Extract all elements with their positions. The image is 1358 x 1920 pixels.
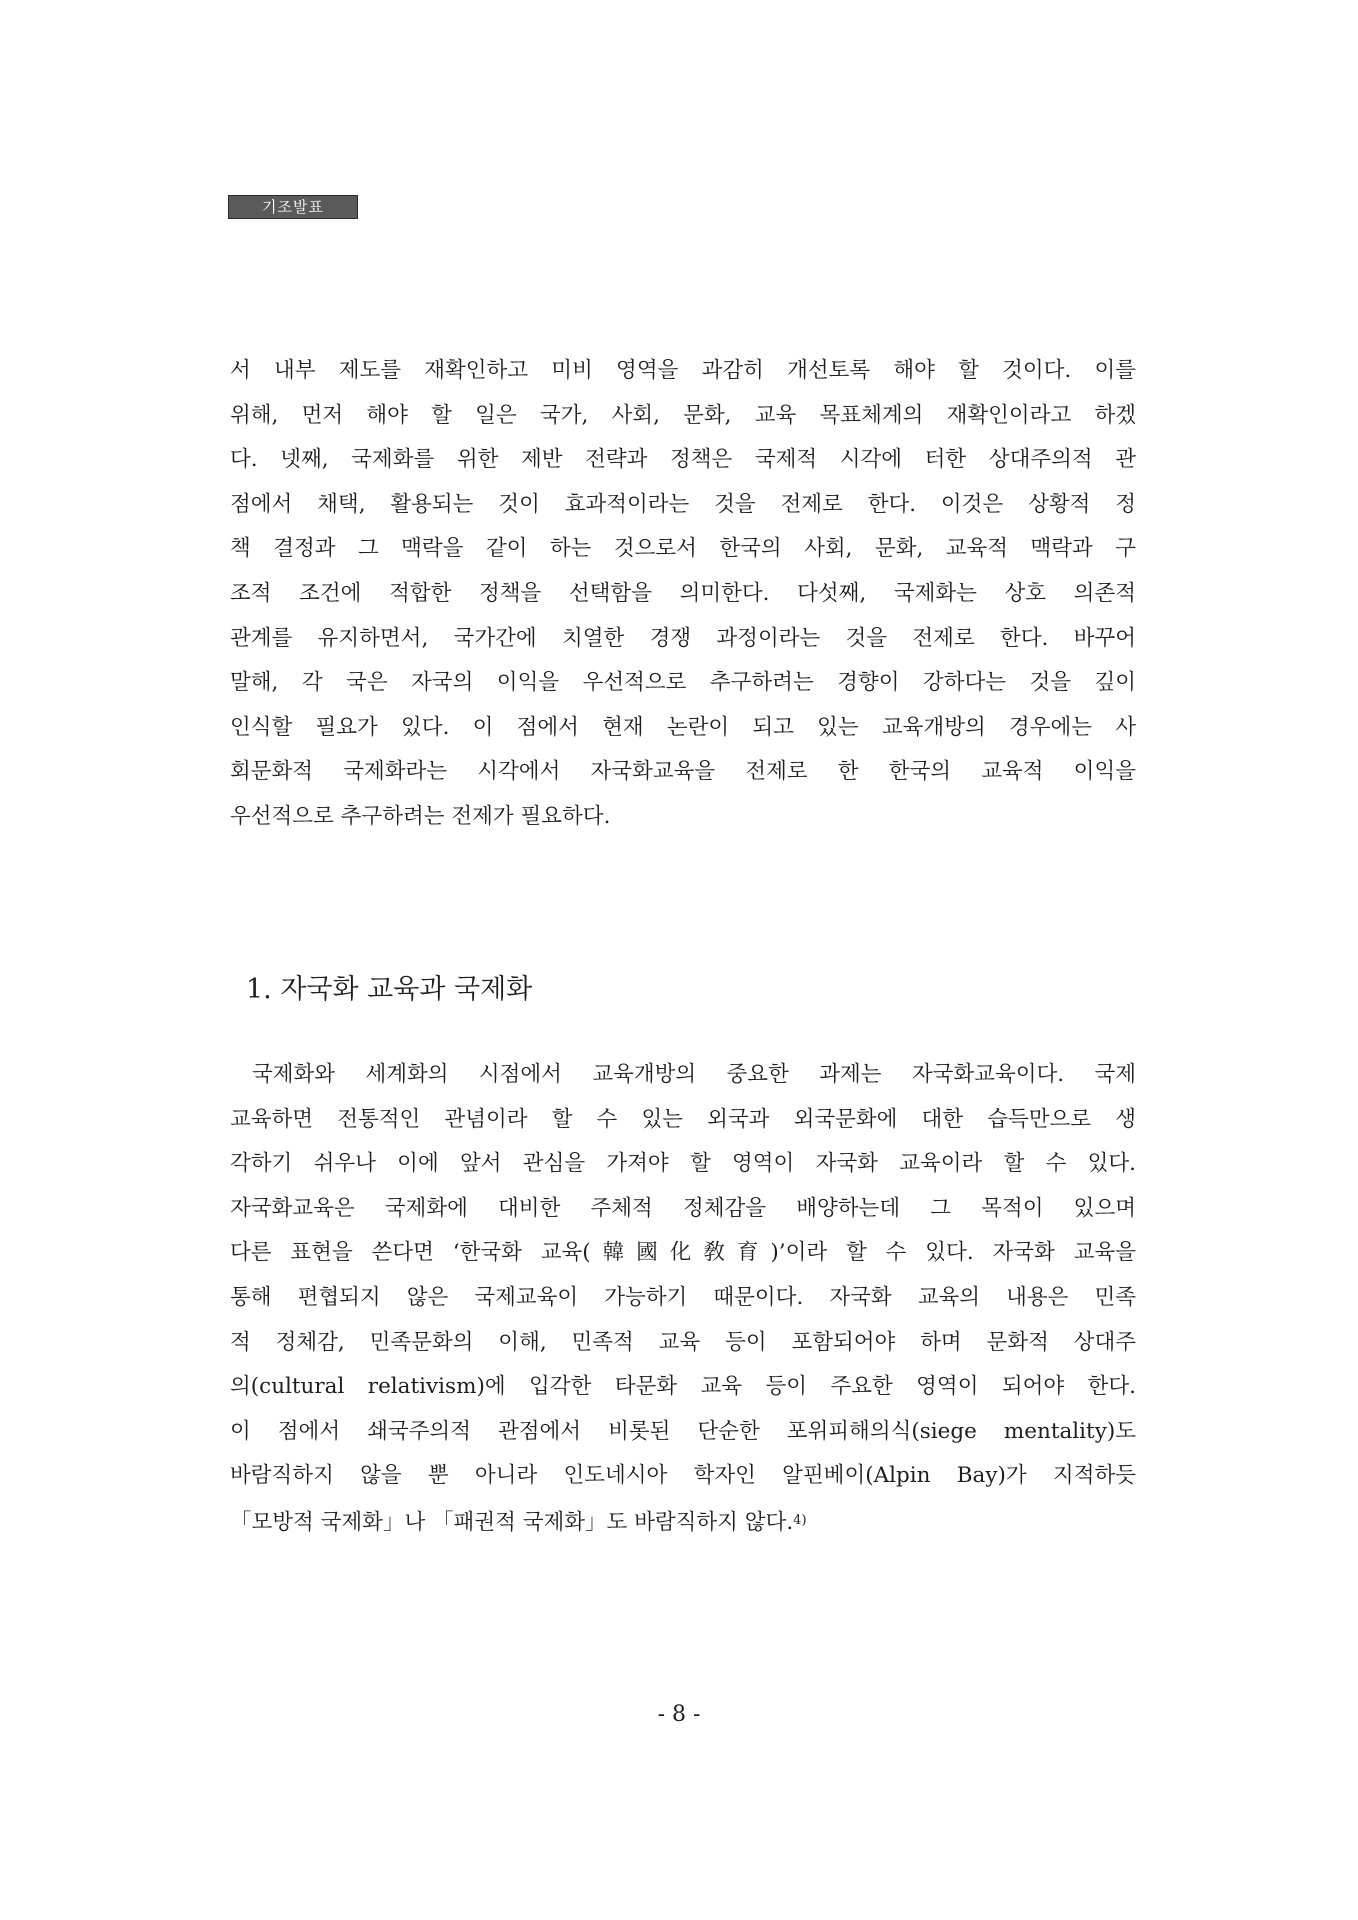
text-line: 책 결정과 그 맥락을 같이 하는 것으로서 한국의 사회, 문화, 교육적 맥락과 구 [230,536,1136,562]
footnote-reference[interactable]: 4) [793,1512,807,1528]
text-line: 다. 넷째, 국제화를 위한 제반 전략과 정책은 국제적 시각에 터한 상대주의적 관 [230,447,1136,473]
text-line: 적 정체감, 민족문화의 이해, 민족적 교육 등이 포함되어야 하며 문화적 상대주 [230,1329,1136,1355]
text-line: 의(cultural relativism)에 입각한 타문화 교육 등이 주요한 영역이 되어야 한다. [230,1374,1136,1400]
page-number: - 8 - [657,1702,701,1727]
text-line: 자국화교육은 국제화에 대비한 주체적 정체감을 배양하는데 그 목적이 있으며 [230,1195,1136,1221]
text-line: 회문화적 국제화라는 시각에서 자국화교육을 전제로 한 한국의 교육적 이익을 [230,759,1136,785]
text-line: 위해, 먼저 해야 할 일은 국가, 사회, 문화, 교육 목표체계의 재확인이라고 하겠 [230,402,1136,428]
text-line: 다른 표현을 쓴다면 ‘한국화 교육(韓國化敎育)’이라 할 수 있다. 자국화 교육을 [230,1240,1136,1266]
section-heading: 1. 자국화 교육과 국제화 [246,974,533,1005]
text-line: 점에서 채택, 활용되는 것이 효과적이라는 것을 전제로 한다. 이것은 상황적 정 [230,491,1136,517]
text-line: 우선적으로 추구하려는 전제가 필요하다. [230,803,611,829]
body-paragraph-2 [230,1053,1136,1546]
text-line: 국제화와 세계화의 시점에서 교육개방의 중요한 과제는 자국화교육이다. 국제 [252,1062,1136,1087]
text-line: 관계를 유지하면서, 국가간에 치열한 경쟁 과정이라는 것을 전제로 한다. 바꾸어 [230,625,1136,651]
text-line: 서 내부 제도를 재확인하고 미비 영역을 과감히 개선토록 해야 할 것이다. 이를 [230,358,1136,383]
text-line: 조적 조건에 적합한 정책을 선택함을 의미한다. 다섯째, 국제화는 상호 의존적 [230,580,1136,606]
text-line: 각하기 쉬우나 이에 앞서 관심을 가져야 할 영역이 자국화 교육이라 할 수 있다. [230,1151,1136,1177]
text-line: 인식할 필요가 있다. 이 점에서 현재 논란이 되고 있는 교육개방의 경우에는 사 [230,714,1136,740]
text-line-with-footnote [230,1499,1136,1546]
section-tag: 기조발표 [228,195,358,219]
text-line: 바람직하지 않을 뿐 아니라 인도네시아 학자인 알핀베이(Alpin Bay)가 지적하듯 [230,1463,1136,1489]
text-line: 이 점에서 쇄국주의적 관점에서 비롯된 단순한 포위피해의식(siege mentality)도 [230,1418,1136,1444]
text-line: 통해 편협되지 않은 국제교육이 가능하기 때문이다. 자국화 교육의 내용은 민족 [230,1284,1136,1310]
text-line: 말해, 각 국은 자국의 이익을 우선적으로 추구하려는 경향이 강하다는 것을 깊이 [230,670,1136,696]
text-line: 「모방적 국제화」나 「패권적 국제화」도 바람직하지 않다. [230,1509,794,1535]
body-paragraph-1 [230,349,1136,840]
text-line: 교육하면 전통적인 관념이라 할 수 있는 외국과 외국문화에 대한 습득만으로 생 [230,1106,1136,1132]
